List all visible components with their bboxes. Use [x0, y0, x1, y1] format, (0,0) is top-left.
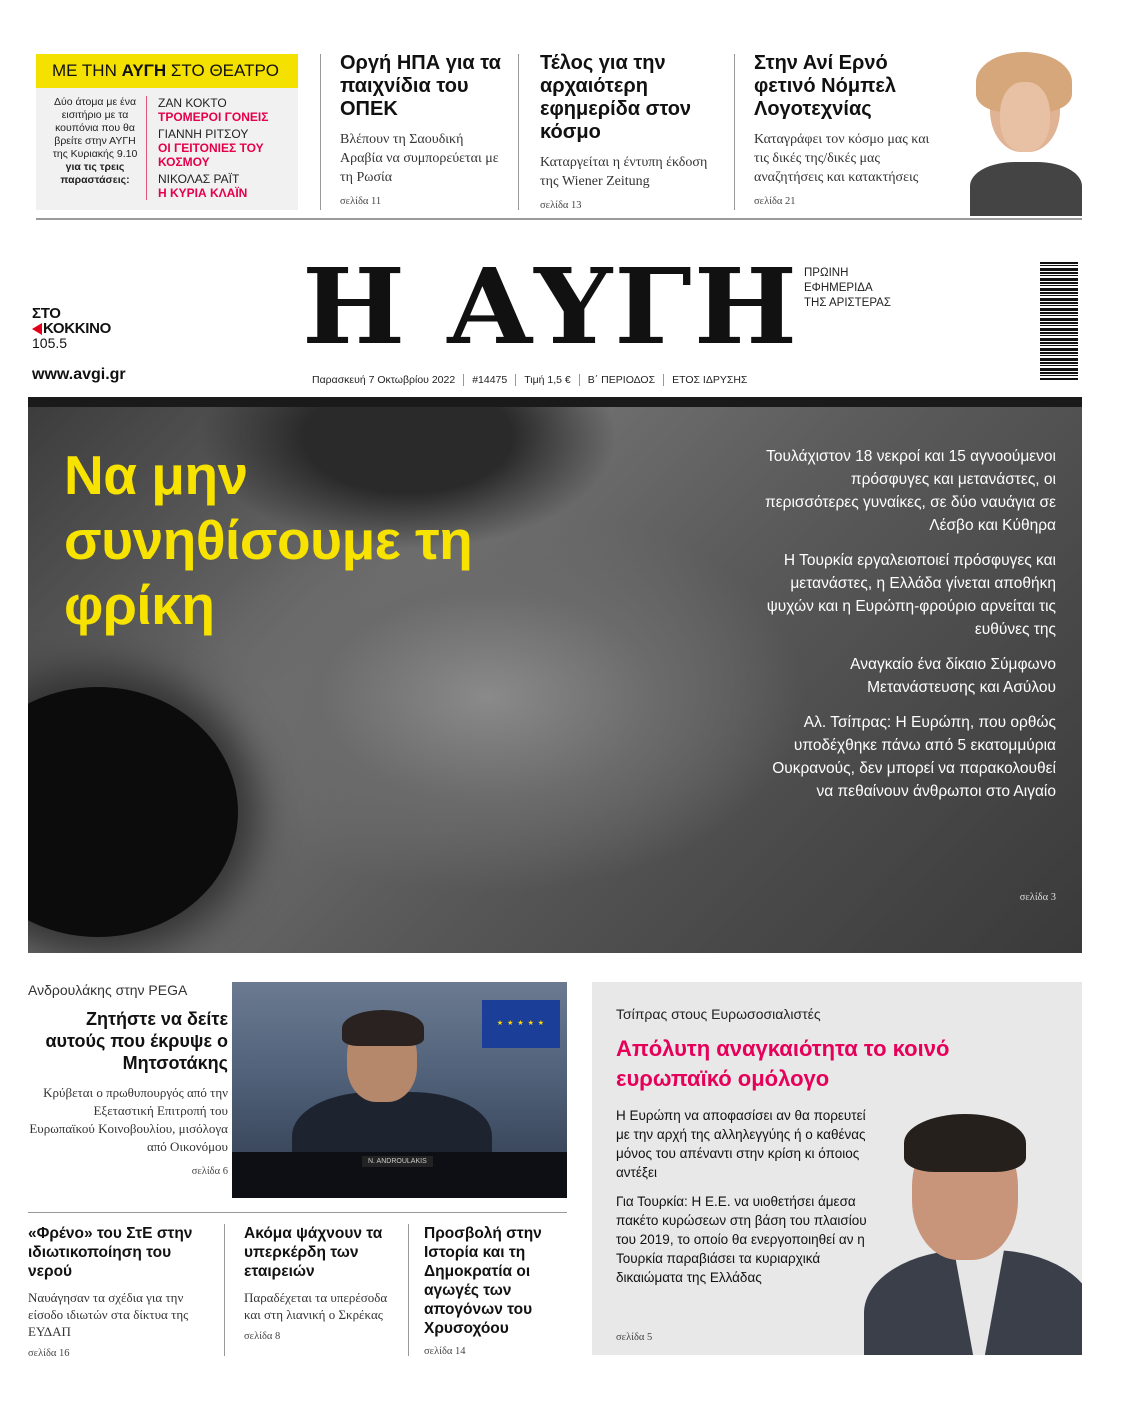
story-windfall-profits[interactable] [244, 1224, 404, 1342]
eu-flag: ★ ★ ★ ★ ★ [482, 1000, 560, 1048]
column-divider [224, 1224, 225, 1356]
theatre-promo-box [36, 54, 298, 210]
teaser-body: Βλέπουν τη Σαουδική Αραβία να συμπορεύεται με τη Ρωσία [340, 132, 499, 185]
teaser-opec[interactable] [340, 52, 508, 207]
website-link[interactable]: www.avgi.gr [32, 366, 126, 383]
photo-nameplate: N. ANDROULAKIS [362, 1156, 433, 1167]
story-headline[interactable]: Απόλυτη αναγκαιότητα το κοινό ευρωπαϊκό ομόλογο [616, 1036, 950, 1091]
story-paragraph: Η Ευρώπη να αποφασίσει αν θα πορευτεί με την αρχή της αλληλεγγύης ή ο καθένας μόνος του απέναντι στην κρίση κι όποιος αντέξει [616, 1108, 866, 1180]
androulakis-photo [232, 982, 567, 1198]
radio-logo-line2: ΚΟΚΚΙΝΟ [43, 320, 112, 337]
hero-top-band [28, 397, 1082, 407]
play-title: ΟΙ ΓΕΙΤΟΝΙΕΣ ΤΟΥ ΚΟΣΜΟΥ [158, 141, 264, 169]
story-chrysochoos[interactable] [424, 1224, 574, 1357]
hero-bullet: Η Τουρκία εργαλειοποιεί πρόσφυγες και μετανάστες, η Ελλάδα γίνεται αποθήκη ψυχών και η Ευρώπη-φρούριο αρνείται τις ευθύνες της [766, 552, 1056, 638]
column-divider [320, 54, 321, 210]
story-kicker: Ανδρουλάκης στην PEGA [28, 982, 188, 998]
issue-date: Παρασκευή 7 Οκτωβρίου 2022 [312, 374, 464, 386]
teaser-wiener-zeitung[interactable] [540, 52, 718, 211]
play-title: Η ΚΥΡΙΑ ΚΛΑΪΝ [158, 186, 248, 200]
teaser-headline[interactable]: Οργή ΗΠΑ για τα παιχνίδια του ΟΠΕΚ [340, 52, 501, 120]
teaser-body: Καταργείται η έντυπη έκδοση της Wiener Zeitung [540, 155, 708, 189]
story-ste-water[interactable] [28, 1224, 208, 1359]
radio-logo-line1: ΣΤΟ [32, 305, 61, 322]
story-body: Κρύβεται ο πρωθυπουργός από την Εξεταστική Επιτροπή του Ευρωπαϊκού Κοινοβουλίου, μισόλογα από Οικονόμου [29, 1085, 228, 1154]
hero-bullet: Αλ. Τσίπρας: Η Ευρώπη, που ορθώς υποδέχθηκε πάνω από 5 εκατομμύρια Ουκρανούς, δεν μπορεί να παρακολουθεί να πεθαίνουν άνθρωποι στο Αιγαίο [772, 714, 1056, 800]
theatre-bar-brand: ΑΥΓΗ [121, 61, 167, 80]
tagline-line: ΤΗΣ ΑΡΙΣΤΕΡΑΣ [804, 297, 891, 309]
play-author: ΓΙΑΝΝΗ ΡΙΤΣΟΥ [158, 127, 249, 141]
radio-logo-triangle-icon [32, 323, 42, 335]
play-author: ΝΙΚΟΛΑΣ ΡΑΪΤ [158, 172, 240, 186]
story-headline[interactable]: Ζητήστε να δείτε αυτούς που έκρυψε ο Μητσοτάκης [45, 1009, 228, 1073]
story-androulakis[interactable] [28, 982, 228, 1177]
teaser-ernaux[interactable] [754, 52, 940, 207]
story-body: Παραδέχεται τα υπερέσοδα και στη λιανική ο Σκρέκας [244, 1290, 388, 1322]
story-tsipras[interactable] [592, 982, 1082, 1355]
column-divider [408, 1224, 409, 1356]
teaser-body: Καταγράφει τον κόσμο μας και τις δικές της/δικές μας αναζητήσεις και κατακτήσεις [754, 132, 930, 185]
story-page-ref: σελίδα 5 [616, 1332, 653, 1343]
play-author: ΖΑΝ ΚΟΚΤΟ [158, 96, 227, 110]
hero-bullet: Αναγκαίο ένα δίκαιο Σύμφωνο Μετανάστευσης και Ασύλου [850, 656, 1056, 696]
hero-bullet: Τουλάχιστον 18 νεκροί και 15 αγνοούμενοι πρόσφυγες και μετανάστες, οι περισσότερες γυναίκες, σε δύο ναυάγια σε Λέσβο και Κύθηρα [765, 448, 1056, 534]
section-rule [28, 1212, 567, 1213]
theatre-bar-pre: ΜΕ ΤΗΝ [52, 61, 117, 80]
founded-year-label: ΕΤΟΣ ΙΔΡΥΣΗΣ [672, 374, 748, 386]
barcode [1040, 262, 1078, 380]
tagline-line: ΕΦΗΜΕΡΙΔΑ [804, 282, 873, 294]
teaser-page-ref: σελίδα 11 [340, 196, 382, 207]
photo-figure-hair [904, 1114, 1026, 1172]
story-page-ref: σελίδα 14 [424, 1346, 466, 1357]
story-paragraph: Για Τουρκία: Η Ε.Ε. να υιοθετήσει άμεσα πακέτο κυρώσεων στη βάση του πλαισίου του 2019, το οποίο θα ενεργοποιηθεί αν η Τουρκία παραβιάσει τα κυριαρχικά δικαιώματα της Ελλάδας [616, 1194, 867, 1285]
column-divider [734, 54, 735, 210]
theatre-offer [50, 96, 140, 187]
tagline-line: ΠΡΩΙΝΗ [804, 267, 849, 279]
column-divider [518, 54, 519, 210]
story-page-ref: σελίδα 8 [244, 1331, 281, 1342]
radio-logo-frequency: 105.5 [32, 335, 68, 351]
ernaux-photo [960, 52, 1082, 216]
theatre-plays-list [158, 96, 294, 203]
issue-number: #14475 [464, 374, 516, 386]
theatre-bar-post: ΣΤΟ ΘΕΑΤΡΟ [170, 61, 280, 80]
issue-period: Β΄ ΠΕΡΙΟΔΟΣ [580, 374, 664, 386]
story-kicker: Τσίπρας στους Ευρωσοσιαλιστές [616, 1006, 821, 1022]
teaser-page-ref: σελίδα 21 [754, 196, 796, 207]
story-page-ref: σελίδα 16 [28, 1348, 70, 1359]
hero-photo-shadow [28, 687, 238, 937]
issue-price: Τιμή 1,5 € [516, 374, 580, 386]
story-body [616, 1106, 878, 1297]
story-body: Ναυάγησαν τα σχέδια για την είσοδο ιδιωτών στα δίκτυα της ΕΥΔΑΠ [28, 1290, 189, 1339]
hero-page-ref: σελίδα 3 [1019, 892, 1056, 903]
theatre-offer-text: Δύο άτομα με ένα εισιτήριο με τα κουπόνια που θα βρείτε στην ΑΥΓΗ της Κυριακής 9.10 [52, 96, 138, 160]
teaser-headline[interactable]: Στην Ανί Ερνό φετινό Νόμπελ Λογοτεχνίας [754, 52, 897, 120]
story-headline[interactable]: «Φρένο» του ΣτΕ στην ιδιωτικοποίηση του νερού [28, 1225, 193, 1280]
hero-headline[interactable]: Να μην συνηθίσουμε τη φρίκη [64, 444, 473, 636]
story-page-ref: σελίδα 6 [191, 1166, 228, 1177]
theatre-offer-bold: για τις τρεις παραστάσεις: [60, 161, 130, 186]
story-headline[interactable]: Ακόμα ψάχνουν τα υπερκέρδη των εταιρειών [244, 1225, 383, 1280]
hero-story[interactable] [28, 397, 1082, 953]
radio-logo[interactable] [32, 306, 132, 351]
teaser-headline[interactable]: Τέλος για την αρχαιότερη εφημερίδα στον κόσμο [540, 52, 692, 143]
story-headline[interactable]: Προσβολή στην Ιστορία και τη Δημοκρατία οι αγωγές των απογόνων του Χρυσοχόου [424, 1225, 542, 1337]
theatre-divider [146, 96, 147, 200]
hero-bullets [756, 445, 1056, 815]
newspaper-title[interactable]: Η ΑΥΓΗ [302, 245, 800, 368]
top-strip-rule [36, 218, 1082, 220]
play-title: ΤΡΟΜΕΡΟΙ ΓΟΝΕΙΣ [158, 110, 269, 124]
tsipras-photo [854, 1100, 1082, 1355]
photo-figure-hair [342, 1010, 424, 1046]
tagline [804, 266, 891, 311]
theatre-promo-bar [36, 54, 298, 88]
teaser-page-ref: σελίδα 13 [540, 200, 582, 211]
dateline [312, 374, 755, 386]
